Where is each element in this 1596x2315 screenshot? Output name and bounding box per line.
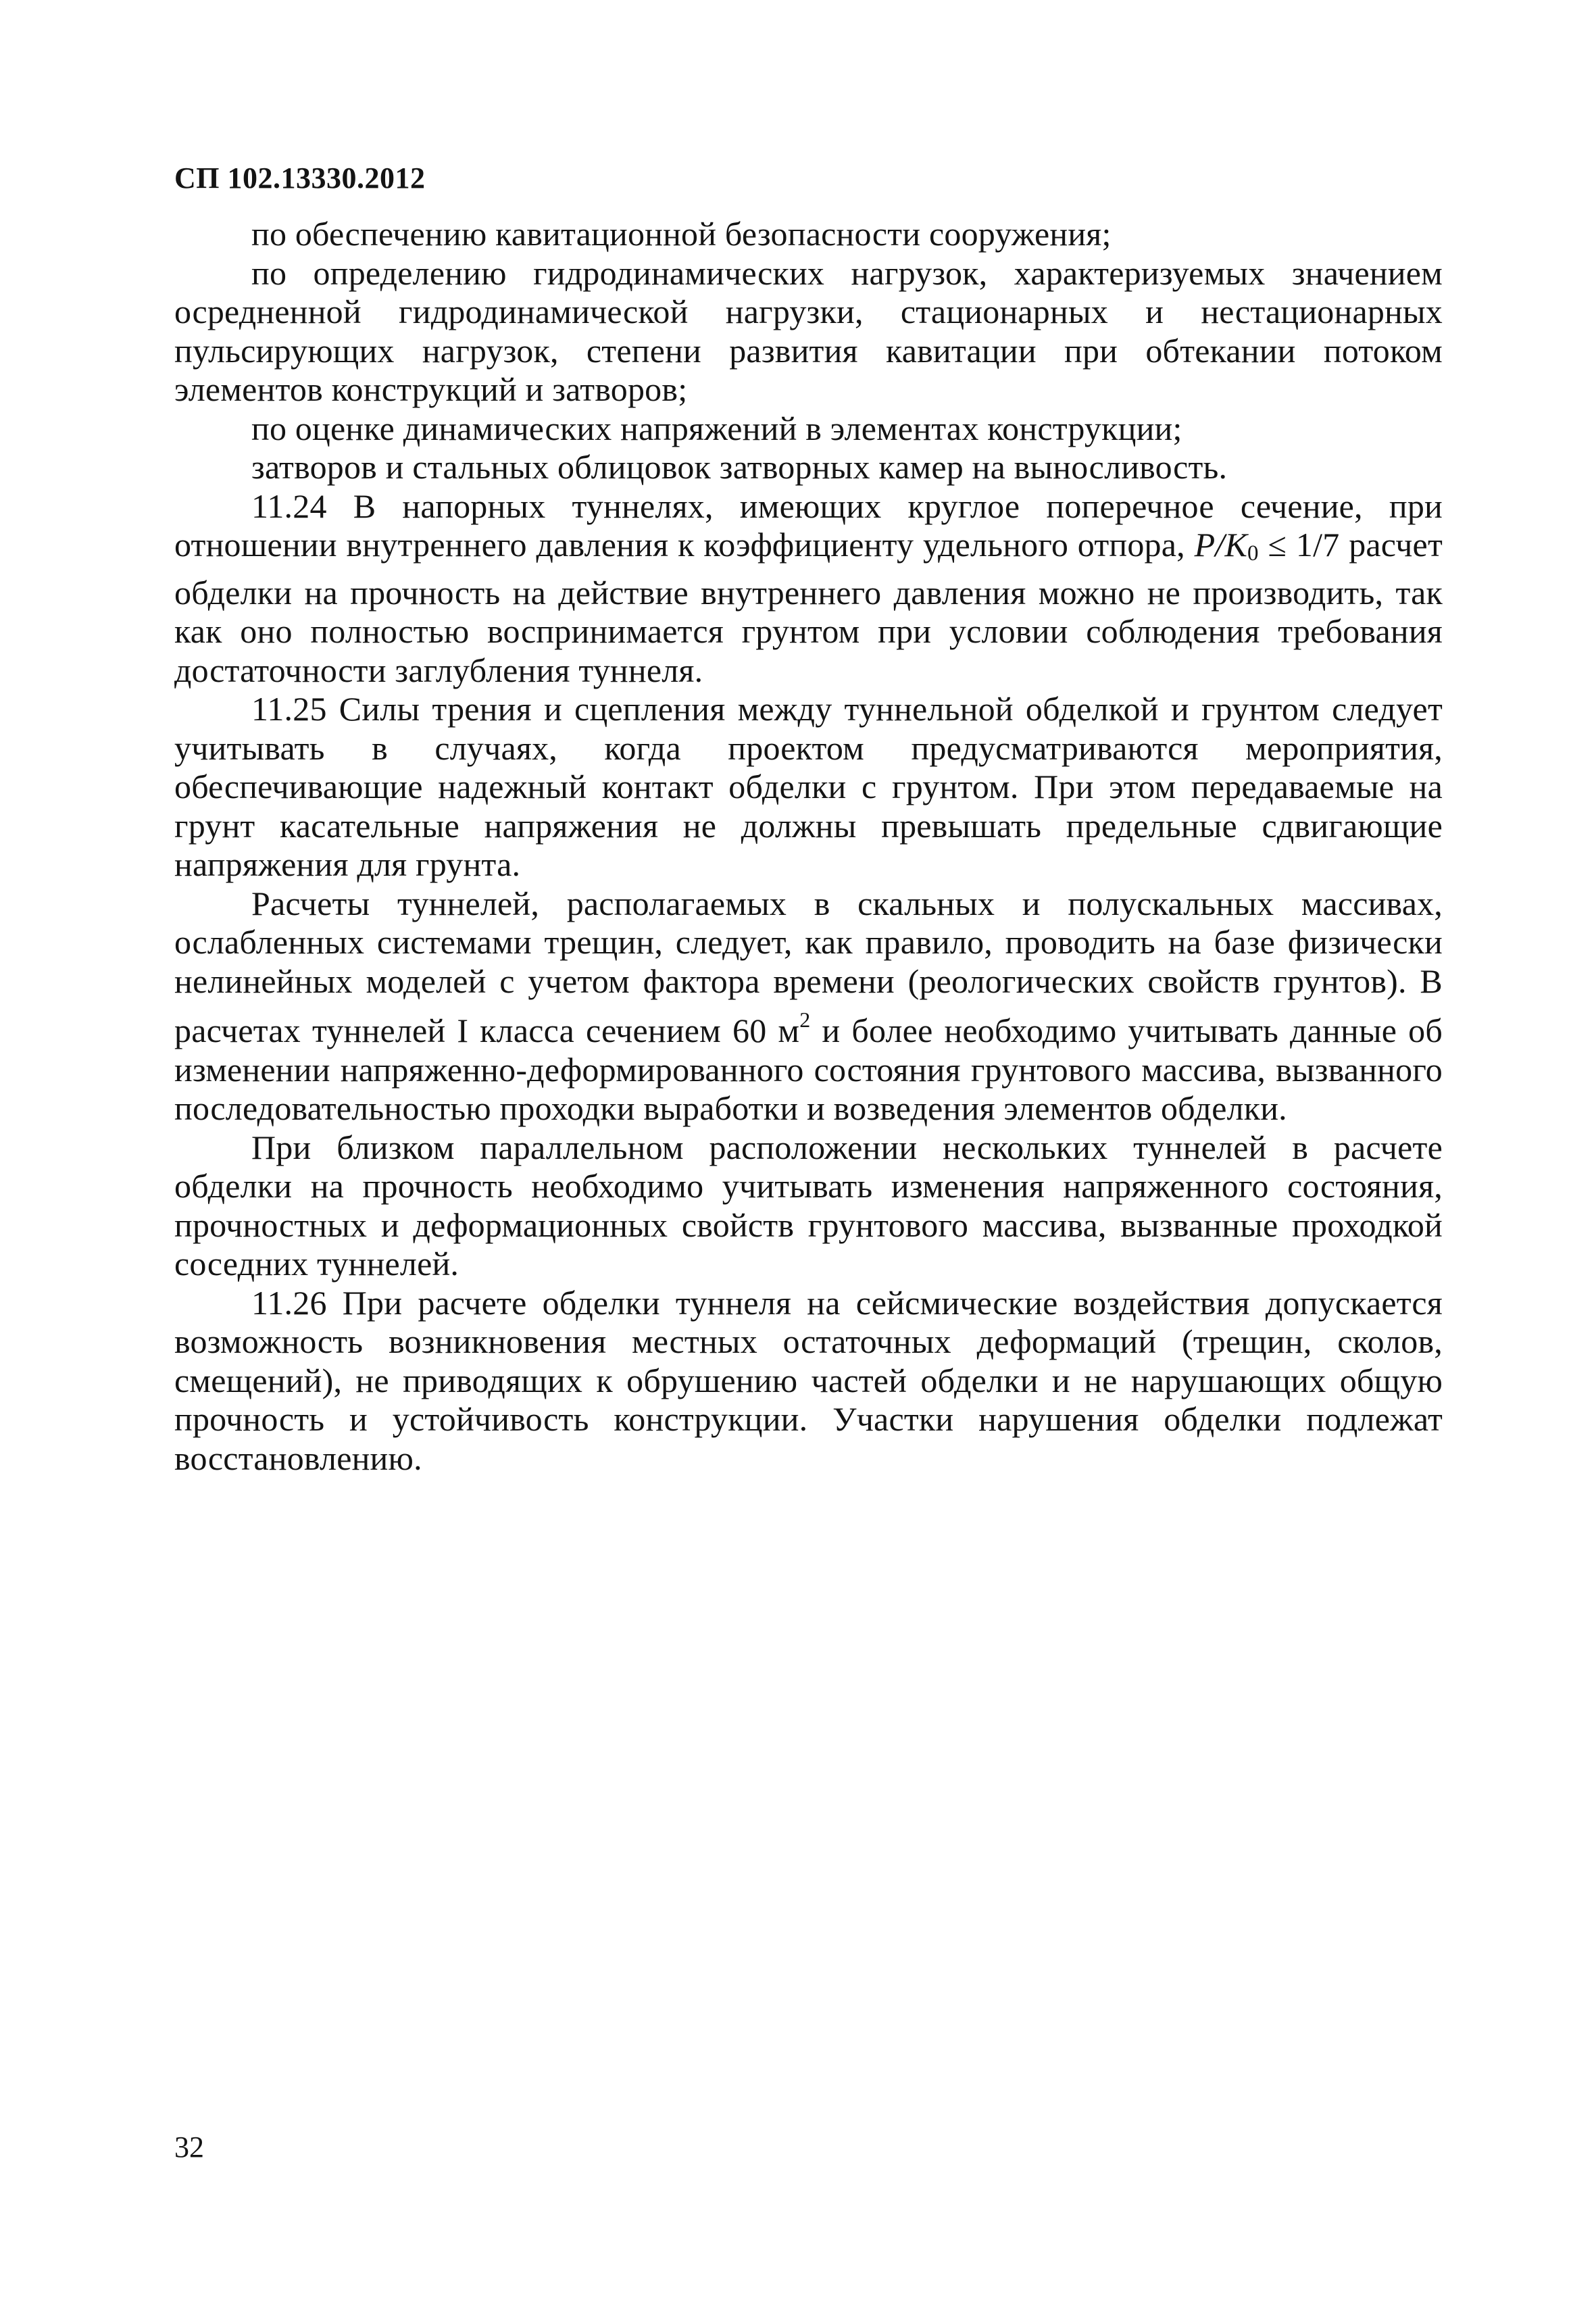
paragraph-dynamic-stresses: по оценке динамических напряжений в элементах конструкции;	[251, 409, 1182, 447]
paragraph-rock-massif-calculations	[174, 885, 1443, 1128]
square-superscript: 2	[799, 1007, 811, 1032]
paragraph-cavitation-safety: по обеспечению кавитационной безопасности сооружения;	[251, 215, 1112, 253]
formula-rest: ≤ 1/7	[1258, 526, 1340, 564]
paragraph-11-25: 11.25 Силы трения и сцепления между туннельной обделкой и грунтом следует учитывать в случаях, когда проектом предусматриваются мероприятия, обеспечивающие надежный контакт обделки с грунтом. При этом передаваемые на грунт касательные напряжения не должны превышать предельные сдвигающие напряжения для грунта.	[174, 690, 1443, 883]
paragraph-hydrodynamic-loads: по определению гидродинамических нагрузок, характеризуемых значением осредненной гидродинамической нагрузки, стационарных и нестационарных пульсирующих нагрузок, степени развития кавитации при обтекании потоком элементов конструкций и затворов;	[174, 253, 1443, 408]
paragraph-parallel-tunnels: При близком параллельном расположении нескольких туннелей в расчете обделки на прочность необходимо учитывать изменения напряженного состояния, прочностных и деформационных свойств грунтового массива, вызванные проходкой соседних туннелей.	[174, 1128, 1443, 1283]
rock-massif-text-end: и более необходимо учитывать данные об изменении напряженно-деформированного состояния грунтового массива, вызванного последовательностью проходки выработки и возведения элементов обделки.	[174, 1012, 1443, 1127]
paragraph-11-24-text-start: 11.24 В напорных туннелях, имеющих круглое поперечное сечение, при отношении внутреннего давления к коэффициенту удельного отпора,	[174, 487, 1443, 564]
rock-massif-text-start: Расчеты туннелей, располагаемых в скальных и полускальных массивах, ослабленных системами трещин, следует, как правило, проводить на базе физически нелинейных моделей с учетом фактора времени (реологических свойств грунтов). В расчетах туннелей I класса сечением 60 м	[174, 884, 1443, 1049]
formula-p-k0	[1195, 526, 1340, 564]
paragraph-11-24-text-end: расчет обделки на прочность на действие внутреннего давления можно не производить, так как оно полностью воспринимается грунтом при условии соблюдения требования достаточности заглубления туннеля.	[174, 526, 1443, 689]
document-body	[174, 215, 1443, 1478]
page-number: 32	[174, 2131, 204, 2164]
standard-code-header: СП 102.13330.2012	[174, 161, 426, 195]
paragraph-11-24	[174, 487, 1443, 691]
formula-subscript: 0	[1247, 541, 1259, 566]
paragraph-gates-endurance: затворов и стальных облицовок затворных камер на выносливость.	[251, 448, 1228, 486]
formula-main: P/K	[1194, 526, 1248, 564]
paragraph-11-26: 11.26 При расчете обделки туннеля на сейсмические воздействия допускается возможность возникновения местных остаточных деформаций (трещин, сколов, смещений), не приводящих к обрушению частей обделки и не нарушающих общую прочность и устойчивость конструкции. Участки нарушения обделки подлежат восстановлению.	[174, 1283, 1443, 1477]
